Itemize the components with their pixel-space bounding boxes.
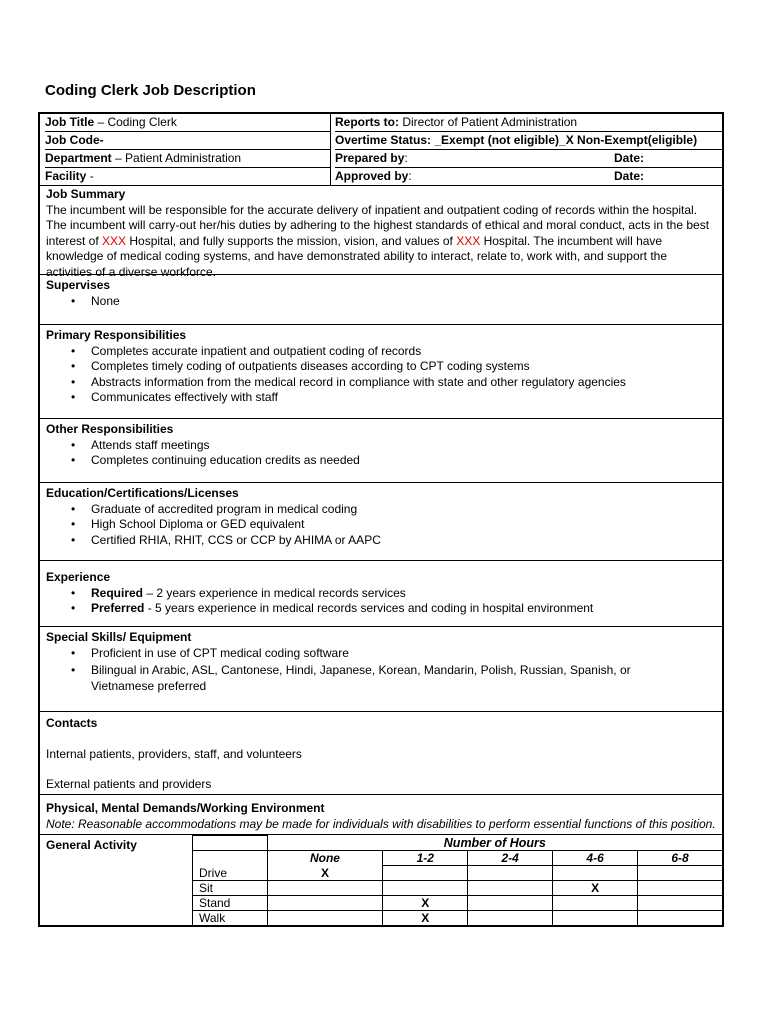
primary-responsibilities-section: Primary Responsibilities • Completes accurate inpatient and outpatient coding of records • Completes timely coding of outpatients diseases according to CPT coding systems • Abstracts information from the medical record in compliance with state and other regulatory agencies • Communicates effectively with staff	[40, 324, 722, 418]
list-item: • Bilingual in Arabic, ASL, Cantonese, Hindi, Japanese, Korean, Mandarin, Polish, Russian, Spanish, or Vietnamese preferred	[91, 663, 656, 694]
list-item: • Completes accurate inpatient and outpatient coding of records	[91, 344, 716, 360]
job-description-form	[38, 112, 724, 927]
job-title-row: Job Title – Coding Clerk	[45, 115, 177, 129]
education-section: Education/Certifications/Licenses • Graduate of accredited program in medical coding • High School Diploma or GED equivalent • Certified RHIA, RHIT, CCS or CCP by AHIMA or AAPC	[40, 482, 722, 560]
list-item: • Completes continuing education credits as needed	[91, 453, 716, 469]
table-row: Stand X	[193, 896, 722, 911]
prepared-by-row: Prepared by: Date:	[335, 149, 722, 167]
other-responsibilities-section: Other Responsibilities • Attends staff meetings • Completes continuing education credits as needed	[40, 418, 722, 482]
hospital-placeholder: XXX	[456, 233, 481, 248]
contacts-section: Contacts Internal patients, providers, staff, and volunteers External patients and providers	[40, 711, 722, 794]
approved-by-row: Approved by: Date:	[335, 167, 722, 185]
header-block	[40, 113, 722, 185]
column-header: 4-6	[553, 851, 638, 866]
list-item: • None	[91, 294, 716, 310]
job-code-row: Job Code-	[45, 131, 330, 149]
list-item: • Abstracts information from the medical record in compliance with state and other regulatory agencies	[91, 375, 716, 391]
hospital-placeholder: XXX	[102, 233, 127, 248]
list-item: • Proficient in use of CPT medical coding software	[91, 646, 656, 662]
table-row: Sit X	[193, 881, 722, 896]
general-activity-label: General Activity	[40, 835, 193, 925]
physical-demands-section: Physical, Mental Demands/Working Environment Note: Reasonable accommodations may be made for individuals with disabilities to perform essential functions of this position.	[40, 794, 722, 834]
list-item: • Graduate of accredited program in medical coding	[91, 502, 716, 518]
special-skills-section: Special Skills/ Equipment • Proficient in use of CPT medical coding software • Bilingual in Arabic, ASL, Cantonese, Hindi, Japanese, Korean, Mandarin, Polish, Russian, Spanish, or Vietnamese preferred	[40, 626, 722, 711]
column-header: None	[267, 851, 383, 866]
general-activity-block	[40, 834, 722, 925]
activity-hours-table	[193, 835, 722, 925]
number-of-hours-heading: Number of Hours	[267, 836, 722, 851]
list-item: • Preferred - 5 years experience in medical records services and coding in hospital environment	[91, 601, 716, 617]
facility-row: Facility -	[45, 167, 330, 185]
column-header: 6-8	[638, 851, 722, 866]
page-title: Coding Clerk Job Description	[45, 82, 256, 99]
reports-to-row: Reports to: Director of Patient Administration	[335, 115, 578, 129]
department-row: Department – Patient Administration	[45, 149, 330, 167]
job-summary-section: Job Summary The incumbent will be responsible for the accurate delivery of inpatient and outpatient coding of records within the hospital. The incumbent will carry-out her/his duties by adhering to the highest standards of ethical and moral conduct, acts in the best interest of XXX Hospital, and fully supports the mission, vision, and values of XXX Hospital. The incumbent will have knowledge of medical coding systems, and have demonstrated ability to interact, relate to, work with, and support the activities of a diverse workforce.	[40, 185, 722, 274]
accommodation-note: Note: Reasonable accommodations may be made for individuals with disabilities to perform essential functions of this position.	[46, 816, 716, 831]
table-row: Walk X	[193, 911, 722, 926]
overtime-status-row: Overtime Status: _Exempt (not eligible)_X Non-Exempt(eligible)	[335, 131, 722, 149]
column-header: 1-2	[383, 851, 468, 866]
list-item: • High School Diploma or GED equivalent	[91, 517, 716, 533]
external-contacts: External patients and providers	[46, 777, 212, 791]
list-item: • Certified RHIA, RHIT, CCS or CCP by AHIMA or AAPC	[91, 533, 716, 549]
list-item: • Completes timely coding of outpatients diseases according to CPT coding systems	[91, 359, 716, 375]
internal-contacts: Internal patients, providers, staff, and volunteers	[46, 746, 302, 761]
list-item: • Attends staff meetings	[91, 438, 716, 454]
column-header: 2-4	[468, 851, 553, 866]
experience-section: Experience • Required – 2 years experience in medical records services • Preferred - 5 years experience in medical records services and coding in hospital environment	[40, 560, 722, 626]
list-item: • Required – 2 years experience in medical records services	[91, 586, 716, 602]
list-item: • Communicates effectively with staff	[91, 390, 716, 406]
table-row: Drive X	[193, 866, 722, 881]
supervises-section: Supervises • None	[40, 274, 722, 324]
